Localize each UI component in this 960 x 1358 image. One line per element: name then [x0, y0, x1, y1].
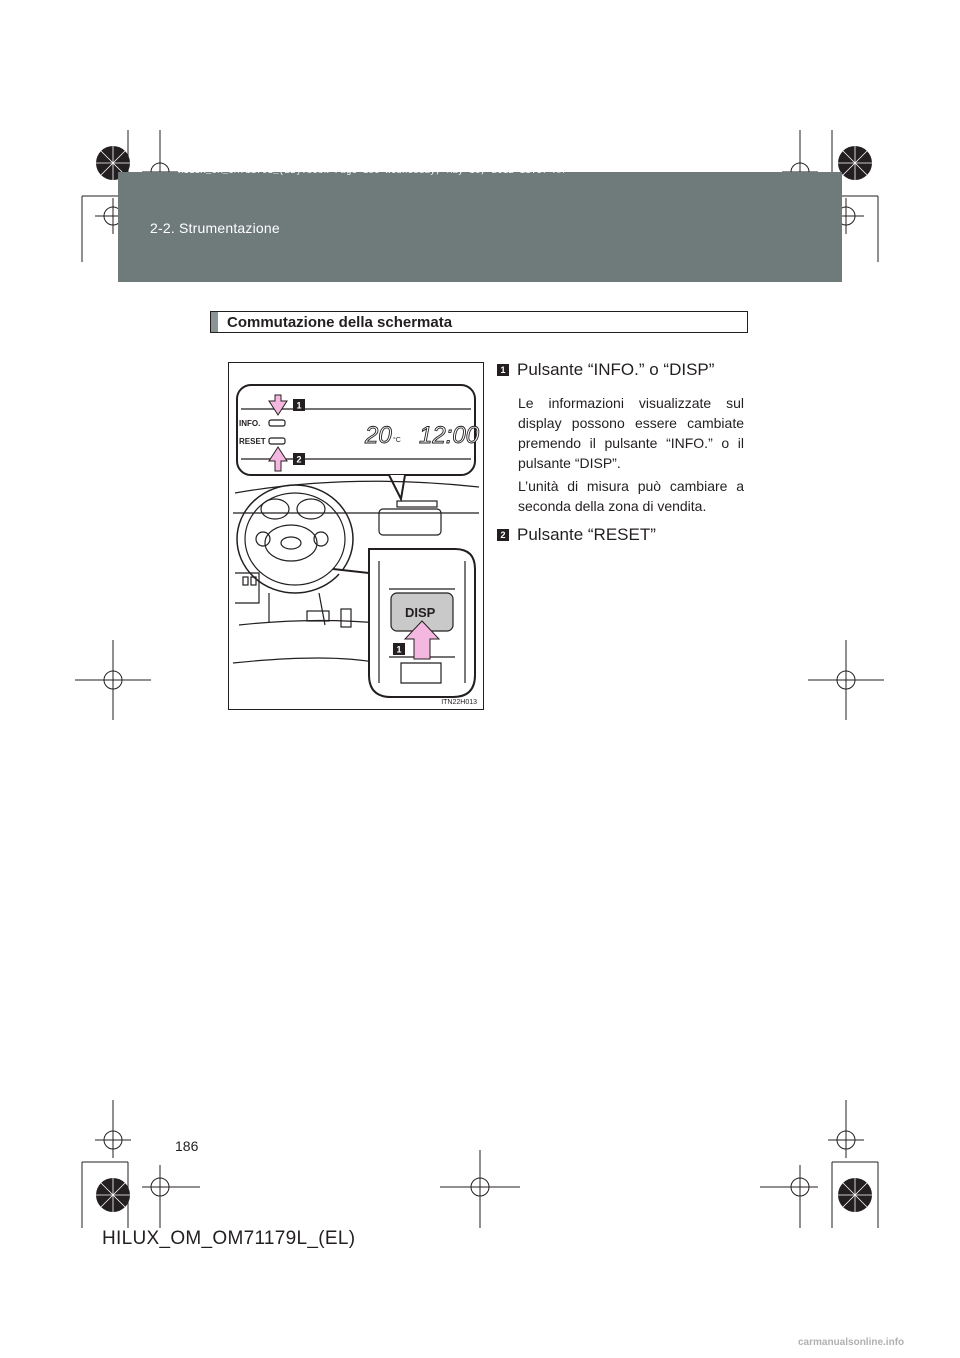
reset-label: RESET	[239, 437, 266, 446]
callout-1-disp	[393, 643, 405, 655]
item-1-paragraph-2: L’unità di misura può cambiare a seconda della zona di vendita.	[518, 478, 744, 514]
print-slug: HILUX_OM_OM71179L_(EL).book Page 186 Wednesday, May 16, 2012 11:37 AM	[178, 166, 565, 176]
registration-mark-br	[760, 1165, 818, 1228]
dashboard-drawing	[229, 363, 483, 709]
svg-text:2: 2	[296, 454, 302, 465]
clock-readout: 12:00	[419, 422, 480, 449]
section-title: Commutazione della schermata	[227, 314, 453, 331]
section-heading: 2-2. Strumentazione	[150, 220, 280, 236]
registration-mark-br2	[828, 1100, 864, 1158]
info-label: INFO.	[239, 419, 261, 428]
item-marker-1: 1	[497, 364, 509, 376]
page-number: 186	[175, 1138, 199, 1154]
callout-2	[293, 453, 305, 465]
registration-mark-bc	[440, 1150, 520, 1228]
temperature-unit: °C	[393, 437, 401, 444]
section-title-box	[210, 311, 748, 333]
registration-mark-mr	[808, 640, 884, 720]
title-accent-bar	[211, 312, 218, 332]
svg-text:1: 1	[296, 400, 302, 411]
registration-mark-bl	[95, 1100, 131, 1158]
item-1-paragraph-1: Le informazioni visualizzate sul display possono essere cambiate premendo il pulsante “INFO.” o il pulsante “DISP”.	[518, 395, 744, 471]
registration-mark-bl2	[142, 1165, 200, 1228]
item-title-2: Pulsante “RESET”	[517, 525, 656, 544]
dashboard-illustration	[228, 362, 484, 710]
item-marker-2: 2	[497, 529, 509, 541]
document-code: HILUX_OM_OM71179L_(EL)	[102, 1228, 356, 1249]
watermark: carmanualsonline.info	[798, 1337, 905, 1348]
item-title-1: Pulsante “INFO.” o “DISP”	[517, 360, 715, 379]
registration-mark-ml	[75, 640, 151, 720]
disp-label: DISP	[405, 605, 436, 620]
svg-text:1: 1	[396, 644, 402, 655]
temperature-readout: 20	[365, 422, 392, 449]
callout-1	[293, 399, 305, 411]
figure-caption: ITN22H013	[441, 699, 477, 706]
